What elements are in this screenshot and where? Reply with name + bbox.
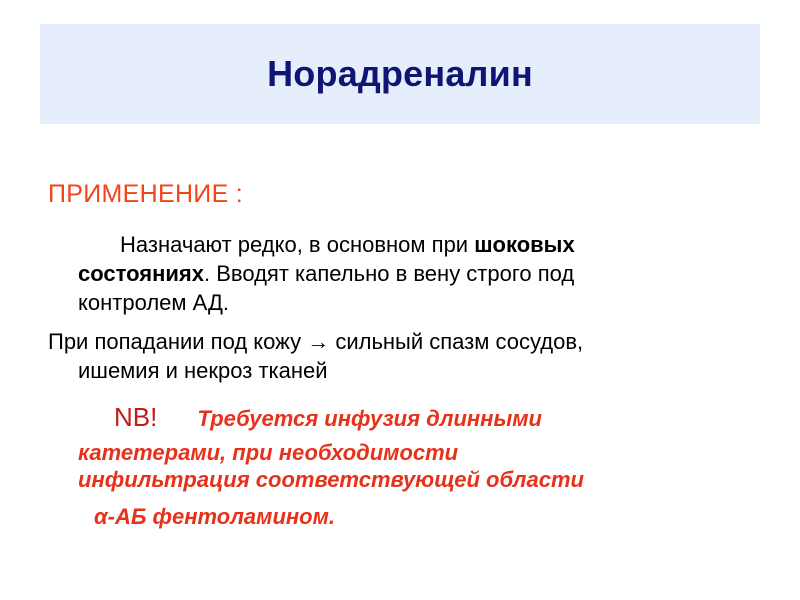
warning-paragraph xyxy=(48,327,748,385)
usage-line-1-text: Назначают редко, в основном при xyxy=(120,232,475,257)
title-band xyxy=(40,24,760,124)
section-heading: ПРИМЕНЕНИЕ : xyxy=(48,180,244,208)
nb-line-1: Требуется инфузия длинными xyxy=(197,406,542,431)
slide-title: Норадреналин xyxy=(267,53,533,94)
nb-label: NB! xyxy=(114,402,158,432)
usage-line-3: контролем АД. xyxy=(78,290,230,315)
nb-first-line xyxy=(78,400,778,439)
usage-line-2-text: . Вводят капельно в вену строго под xyxy=(203,261,575,286)
usage-paragraph xyxy=(48,230,728,317)
usage-line-1-bold: шоковых xyxy=(474,232,575,257)
nb-line-4: α-АБ фентоламином. xyxy=(94,504,335,529)
nb-line-2: катетерами, при необходимости xyxy=(78,440,459,465)
nb-line-3: инфильтрация соответствующей области xyxy=(78,467,584,492)
usage-line-1 xyxy=(48,230,728,259)
nb-note xyxy=(78,400,778,530)
usage-line-2-bold: состояниях xyxy=(78,261,204,286)
usage-line-2 xyxy=(48,259,728,288)
warning-line-2: ишемия и некроз тканей xyxy=(78,358,328,383)
warning-line-1: При попадании под кожу → сильный спазм сосудов, xyxy=(48,329,584,354)
